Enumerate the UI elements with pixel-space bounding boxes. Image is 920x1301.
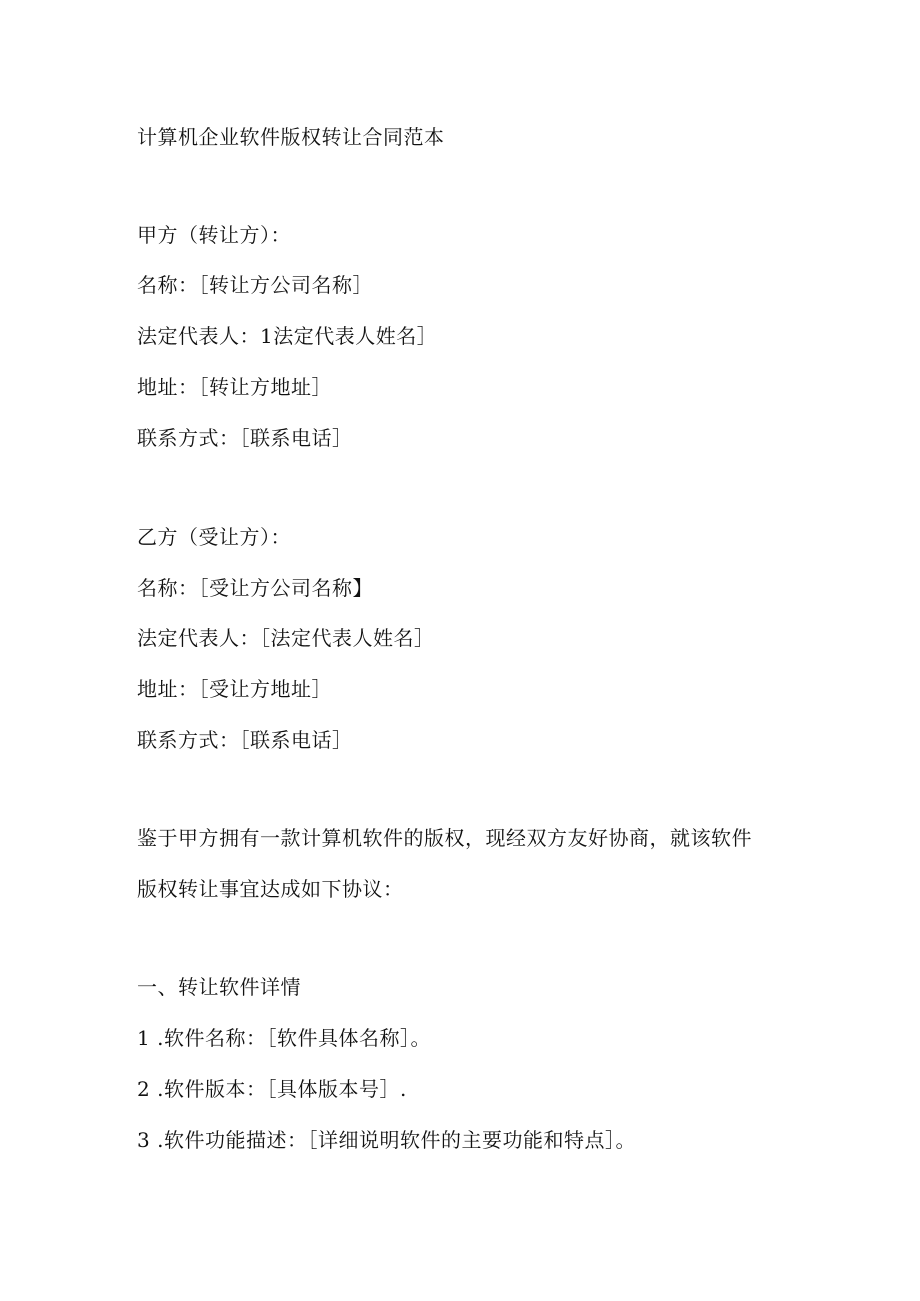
party-b-name: 名称：［受让方公司名称】 [137,576,373,600]
party-a-name: 名称：［转让方公司名称］ [137,273,373,297]
section-1-item: 3 .软件功能描述：［详细说明软件的主要功能和特点］。 [137,1128,636,1152]
section-1-item: 2 .软件版本：［具体版本号］. [137,1077,407,1101]
preamble-line-1: 鉴于甲方拥有一款计算机软件的版权，现经双方友好协商，就该软件 [137,826,752,850]
party-a-contact: 联系方式：［联系电话］ [137,426,353,450]
party-b-contact: 联系方式：［联系电话］ [137,728,353,752]
preamble-line-2: 版权转让事宜达成如下协议： [137,877,404,901]
party-a-address: 地址：［转让方地址］ [137,375,332,399]
party-b-heading: 乙方（受让方）： [137,525,291,549]
party-b-address: 地址：［受让方地址］ [137,677,332,701]
party-a-representative: 法定代表人：1法定代表人姓名］ [137,324,438,348]
party-a-heading: 甲方（转让方）： [137,223,291,247]
section-1-item: 1 .软件名称：［软件具体名称］。 [137,1026,431,1050]
section-1-heading: 一、转让软件详情 [137,975,301,999]
document-title: 计算机企业软件版权转让合同范本 [137,125,445,149]
party-b-representative: 法定代表人：［法定代表人姓名］ [137,626,435,650]
